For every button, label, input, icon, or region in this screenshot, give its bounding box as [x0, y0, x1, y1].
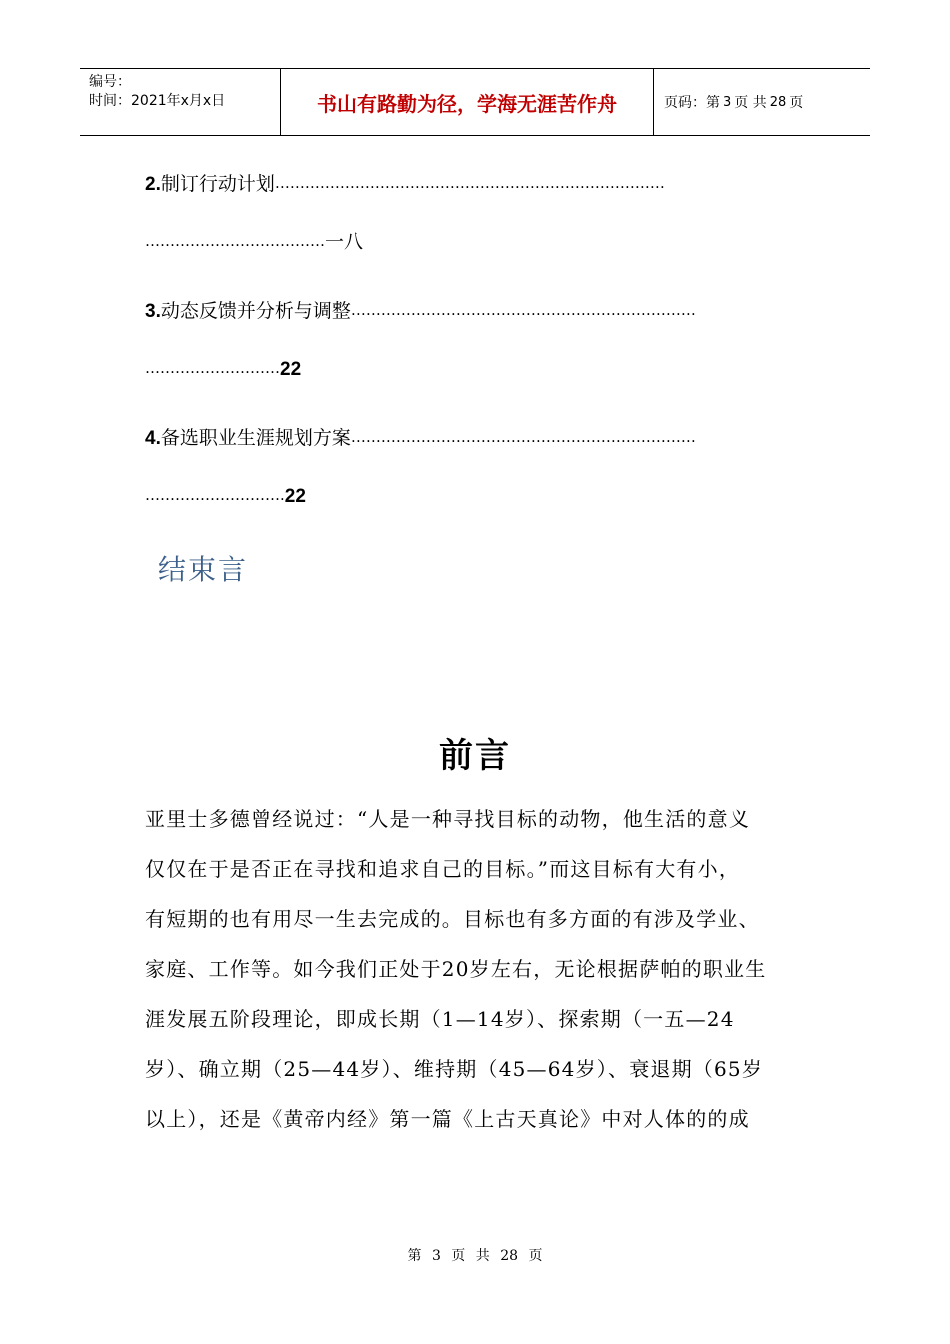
section-heading-conclusion: 结束言: [158, 553, 249, 586]
toc-leader-dots: ……………………………………………………………: [350, 301, 696, 319]
toc-leader-dots: ……………………………………………………………: [350, 428, 696, 446]
toc-page-number: 22: [280, 359, 302, 380]
header-number-label: 编号：: [89, 74, 131, 90]
toc-item-number: 3.: [145, 301, 161, 322]
toc-item-continuation[interactable]: [145, 355, 301, 383]
toc-page-number: 一八: [325, 231, 364, 253]
body-line: 家庭、工作等。如今我们正处于20岁左右，无论根据萨帕的职业生: [145, 957, 767, 981]
toc-item-number: 2.: [145, 174, 161, 195]
preface-body: [145, 800, 815, 1150]
header-motto: 书山有路勤为径，学海无涯苦作舟: [281, 69, 654, 135]
body-line: 亚里士多德曾经说过：“人是一种寻找目标的动物，他生活的意义: [145, 807, 751, 831]
header-page-info: [654, 69, 870, 135]
header-time-label: 时间：2021年x月x日: [89, 93, 226, 109]
toc-item-title: 制订行动计划: [160, 173, 275, 195]
header-page-prefix: 页码：第: [664, 95, 720, 111]
header-page-total: 28: [769, 94, 787, 110]
page-footer: 第 3 页 共 28 页: [407, 1248, 543, 1264]
body-line: 岁）、确立期（25—44岁）、维持期（45—64岁）、衰退期（65岁: [145, 1057, 764, 1081]
toc-leader-dots: ……………………….: [145, 486, 285, 504]
toc-item-title: 备选职业生涯规划方案: [160, 427, 351, 449]
toc-item-continuation[interactable]: [145, 228, 363, 255]
toc-item-title: 动态反馈并分析与调整: [160, 300, 351, 322]
toc-item-continuation[interactable]: [145, 482, 306, 510]
document-header: [80, 68, 870, 136]
toc-leader-dots: ………………………: [145, 359, 280, 377]
body-line: 涯发展五阶段理论，即成长期（1—14岁）、探索期（一五—24: [145, 1007, 735, 1031]
toc-item[interactable]: [145, 297, 800, 325]
toc-item-number: 4.: [145, 428, 161, 449]
toc-leader-dots: ………………………………: [145, 232, 325, 250]
preface-title: 前言: [439, 736, 511, 776]
header-meta-cell: [80, 69, 281, 135]
toc-item[interactable]: [145, 170, 800, 198]
body-line: 以上），还是《黄帝内经》第一篇《上古天真论》中对人体的的成: [145, 1107, 750, 1131]
header-page-suffix: 页: [789, 95, 804, 111]
toc-item[interactable]: [145, 424, 800, 452]
body-line: 有短期的也有用尽一生去完成的。目标也有多方面的有涉及学业、: [145, 907, 760, 931]
toc-leader-dots: ……………………………………………………………………: [274, 174, 665, 192]
toc-page-number: 22: [284, 486, 306, 507]
header-page-mid: 页 共: [734, 95, 767, 111]
header-page-current: 3: [723, 94, 732, 110]
body-line: 仅仅在于是否正在寻找和追求自己的目标。”而这目标有大有小，: [145, 857, 741, 881]
